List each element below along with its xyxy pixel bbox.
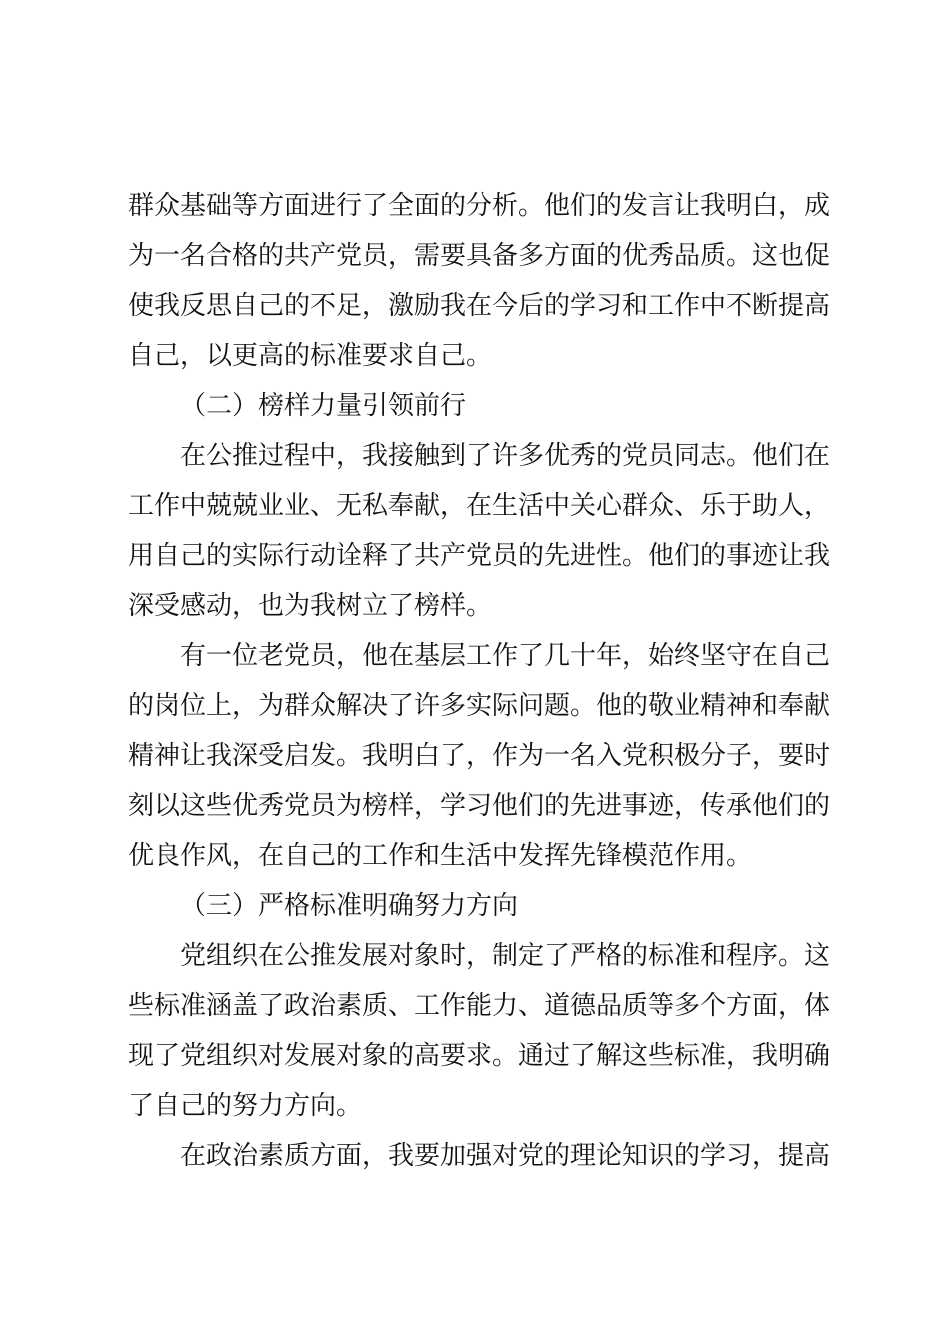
text-line: 些标准涵盖了政治素质、工作能力、道德品质等多个方面，体	[128, 990, 830, 1020]
document-page	[128, 180, 830, 1180]
text-line: 为一名合格的共产党员，需要具备多方面的优秀品质。这也促	[128, 240, 830, 270]
text-line: 在公推过程中，我接触到了许多优秀的党员同志。他们在	[180, 440, 830, 470]
text-line: 有一位老党员，他在基层工作了几十年，始终坚守在自己	[180, 640, 830, 670]
text-line: 精神让我深受启发。我明白了，作为一名入党积极分子，要时	[128, 740, 830, 770]
text-line: 深受感动，也为我树立了榜样。	[128, 590, 493, 620]
text-line: 用自己的实际行动诠释了共产党员的先进性。他们的事迹让我	[128, 540, 830, 570]
section-heading: （三）严格标准明确努力方向	[180, 890, 519, 920]
text-line: 群众基础等方面进行了全面的分析。他们的发言让我明白，成	[128, 190, 830, 220]
text-line: 使我反思自己的不足，激励我在今后的学习和工作中不断提高	[128, 290, 830, 320]
text-line: 工作中兢兢业业、无私奉献，在生活中关心群众、乐于助人，	[128, 490, 830, 520]
text-line: 了自己的努力方向。	[128, 1090, 363, 1120]
text-line: 的岗位上，为群众解决了许多实际问题。他的敬业精神和奉献	[128, 690, 830, 720]
text-line: 在政治素质方面，我要加强对党的理论知识的学习，提高	[180, 1140, 830, 1170]
text-line: 党组织在公推发展对象时，制定了严格的标准和程序。这	[180, 940, 830, 970]
text-line: 现了党组织对发展对象的高要求。通过了解这些标准，我明确	[128, 1040, 830, 1070]
text-line: 自己，以更高的标准要求自己。	[128, 340, 493, 370]
section-heading: （二）榜样力量引领前行	[180, 390, 467, 420]
text-line: 刻以这些优秀党员为榜样，学习他们的先进事迹，传承他们的	[128, 790, 830, 820]
text-line: 优良作风，在自己的工作和生活中发挥先锋模范作用。	[128, 840, 753, 870]
